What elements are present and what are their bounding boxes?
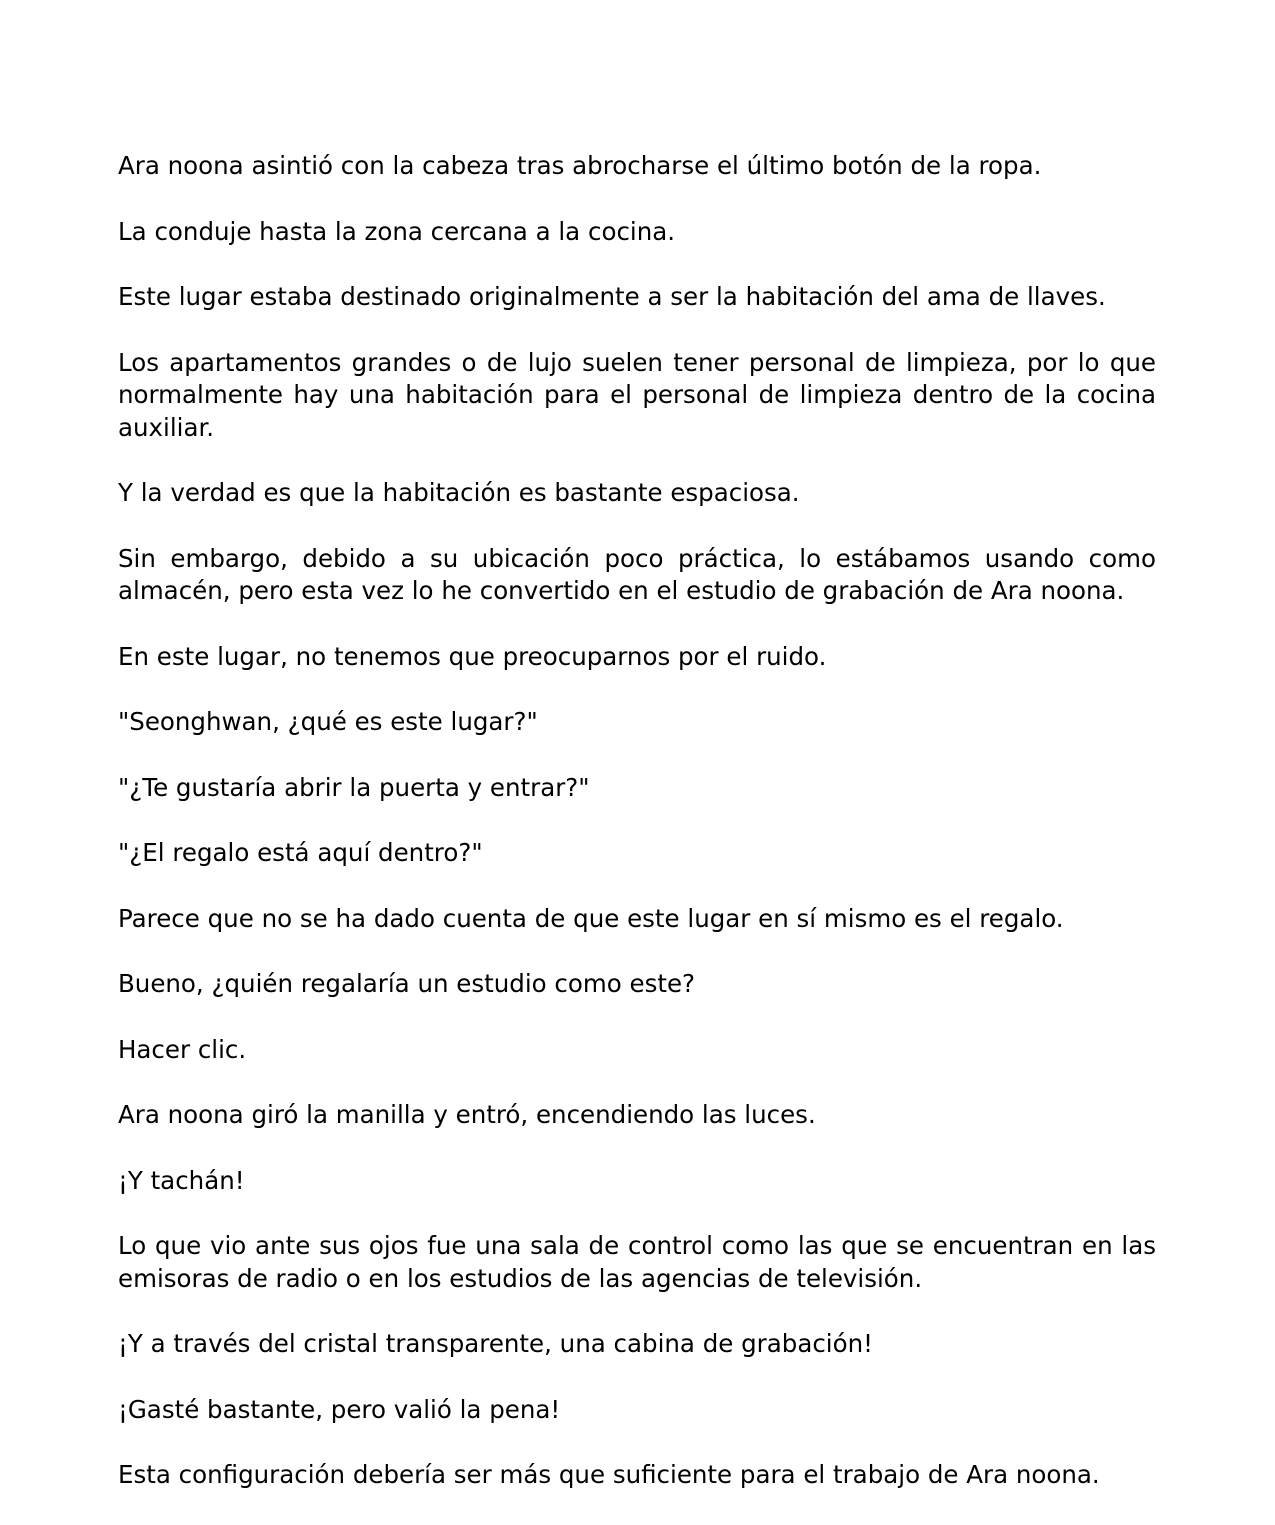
paragraph: ¡Gasté bastante, pero valió la pena! (118, 1394, 561, 1424)
paragraph: "¿Te gustaría abrir la puerta y entrar?" (118, 772, 590, 802)
paragraph: Los apartamentos grandes o de lujo suelen tener personal de limpieza, por lo que normalmente hay una habitación para el personal de limpieza dentro de la cocina auxiliar. (118, 347, 1156, 442)
paragraph: Y la verdad es que la habitación es bastante espaciosa. (118, 478, 800, 507)
document-page (118, 150, 1156, 1525)
paragraph: ¡Y tachán! (118, 1165, 245, 1195)
paragraph: Esta configuración debería ser más que suficiente para el trabajo de Ara noona. (118, 1460, 1100, 1489)
paragraph: Bueno, ¿quién regalaría un estudio como este? (118, 969, 696, 998)
paragraph: "Seonghwan, ¿qué es este lugar?" (118, 707, 538, 736)
paragraph: Este lugar estaba destinado originalmente a ser la habitación del ama de llaves. (118, 282, 1106, 311)
paragraph: Hacer clic. (118, 1034, 247, 1064)
paragraph: Sin embargo, debido a su ubicación poco práctica, lo estábamos usando como almacén, pero esta vez lo he convertido en el estudio de grabación de Ara noona. (118, 543, 1156, 605)
paragraph: Ara noona asintió con la cabeza tras abrocharse el último botón de la ropa. (118, 151, 1042, 180)
paragraph: La conduje hasta la zona cercana a la cocina. (118, 216, 676, 246)
paragraph: En este lugar, no tenemos que preocuparnos por el ruido. (118, 641, 827, 671)
paragraph: Ara noona giró la manilla y entró, encendiendo las luces. (118, 1100, 816, 1129)
paragraph: "¿El regalo está aquí dentro?" (118, 838, 483, 867)
paragraph: Lo que vio ante sus ojos fue una sala de control como las que se encuentran en las emisoras de radio o en los estudios de las agencias de televisión. (118, 1231, 1156, 1293)
paragraph: ¡Y a través del cristal transparente, una cabina de grabación! (118, 1329, 873, 1358)
paragraph: Parece que no se ha dado cuenta de que este lugar en sí mismo es el regalo. (118, 903, 1064, 933)
